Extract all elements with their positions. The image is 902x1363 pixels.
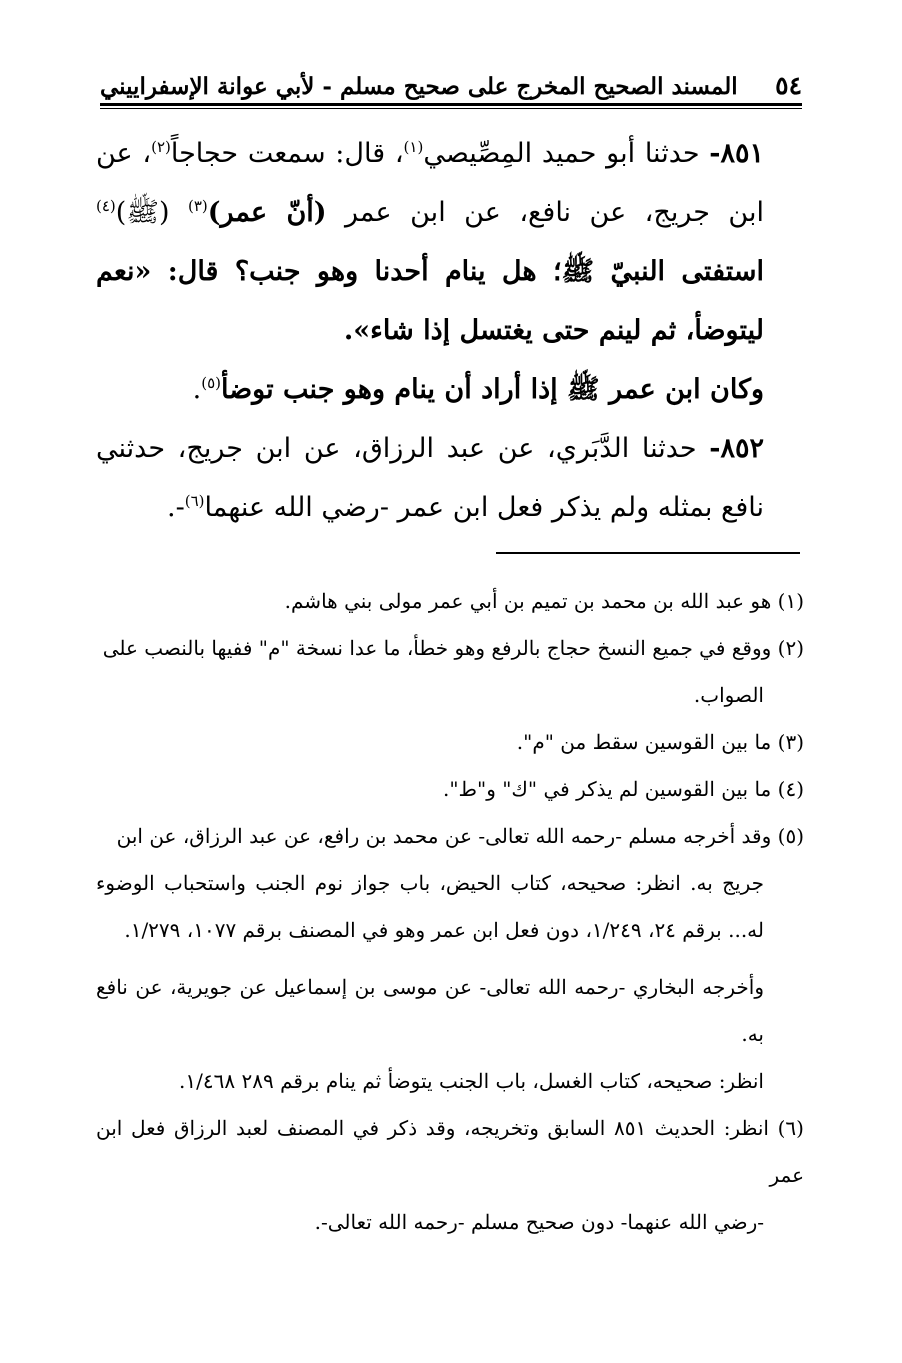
footnote-ref: (٥) (201, 374, 222, 392)
footnote-3: (٣) ما بين القوسين سقط من "م". (516, 730, 804, 754)
ibn-umar-text: وكان ابن عمر ﷺ إذا أراد أن ينام وهو جنب توضأ (221, 374, 764, 405)
footnotes (96, 578, 804, 1246)
footnote-5: (٥) وقد أخرجه مسلم -رحمه الله تعالى- عن محمد بن رافع، عن عبد الرزاق، عن ابن (116, 824, 804, 848)
footnote-5-paragraph-2-continued: انظر: صحيحه، كتاب الغسل، باب الجنب يتوضأ ثم ينام برقم ٢٨٩ ١/٤٦٨. (179, 1069, 764, 1093)
footnote-ref: (١) (403, 138, 424, 156)
hadith-852 (96, 419, 804, 537)
header-rule-thin (100, 108, 802, 109)
footnote-4: (٤) ما بين القوسين لم يذكر في "ك" و"ط". (442, 777, 804, 801)
footnote-1: (١) هو عبد الله بن محمد بن تميم بن أبي عمر مولى بني هاشم. (284, 589, 804, 613)
footnote-ref: (٦) (184, 492, 205, 510)
hadith-text: ، قال: سمعت حجاجاً (170, 138, 404, 169)
hadith-851 (96, 124, 804, 360)
footnote-2: (٢) ووقع في جميع النسخ حجاج بالرفع وهو خطأ، ما عدا نسخة "م" ففيها بالنصب على (102, 636, 804, 660)
hadith-text: حدثنا الدَّبَري، عن عبد الرزاق، عن ابن جريج، حدثني نافع بمثله ولم يذكر فعل ابن عمر -رضي الله عنهما (96, 433, 764, 523)
page-number: ٥٤ (775, 71, 802, 100)
hadith-matn: استفتى النبيّ ﷺ؛ هل ينام أحدنا وهو جنب؟ قال: «نعم ليتوضأ، ثم لينم حتى يغتسل إذا شاء». (96, 256, 764, 346)
running-title: المسند الصحيح المخرج على صحيح مسلم - لأبي عوانة الإسفراييني (100, 73, 738, 100)
footnote-5-continued: جريج به. انظر: صحيحه، كتاب الحيض، باب جواز نوم الجنب واستحباب الوضوء له... برقم ٢٤، ١/٢٤٩، دون فعل ابن عمر وهو في المصنف برقم ١٠٧٧، ١/٢٧٩. (96, 871, 764, 942)
running-header (100, 60, 802, 100)
hadith-text: ( (158, 197, 188, 228)
hadith-text: ، عن ابن جريج، عن نافع، عن ابن عمر (96, 138, 764, 228)
hadith-text: حدثنا أبو حميد المِصِّيصي (423, 138, 710, 169)
footnote-separator (496, 552, 800, 554)
sentence-end: . (192, 374, 202, 405)
honorific-glyph: ﷺ (126, 197, 159, 228)
footnote-ref: (٤) (96, 197, 116, 215)
footnote-5-paragraph-2: وأخرجه البخاري -رحمه الله تعالى- عن موسى بن إسماعيل عن جويرية، عن نافع به. (96, 975, 764, 1046)
hadith-number: ٨٥٢- (709, 433, 764, 464)
footnote-ref: (٢) (151, 138, 171, 156)
main-text (96, 124, 804, 537)
bracketed-text: (أنّ عمر) (207, 197, 327, 228)
ibn-umar-line (96, 360, 804, 419)
hadith-number: ٨٥١- (709, 138, 764, 169)
footnote-2-continued: الصواب. (693, 683, 764, 707)
hadith-text: ) (115, 197, 127, 228)
footnote-6-continued: -رضي الله عنهما- دون صحيح مسلم -رحمه الله تعالى-. (314, 1210, 764, 1234)
footnote-6: (٦) انظر: الحديث ٨٥١ السابق وتخريجه، وقد ذكر في المصنف لعبد الرزاق فعل ابن عمر (96, 1116, 804, 1187)
sentence-end: -. (167, 492, 185, 523)
footnote-ref: (٣) (187, 197, 208, 215)
header-rule-thick (100, 103, 802, 106)
